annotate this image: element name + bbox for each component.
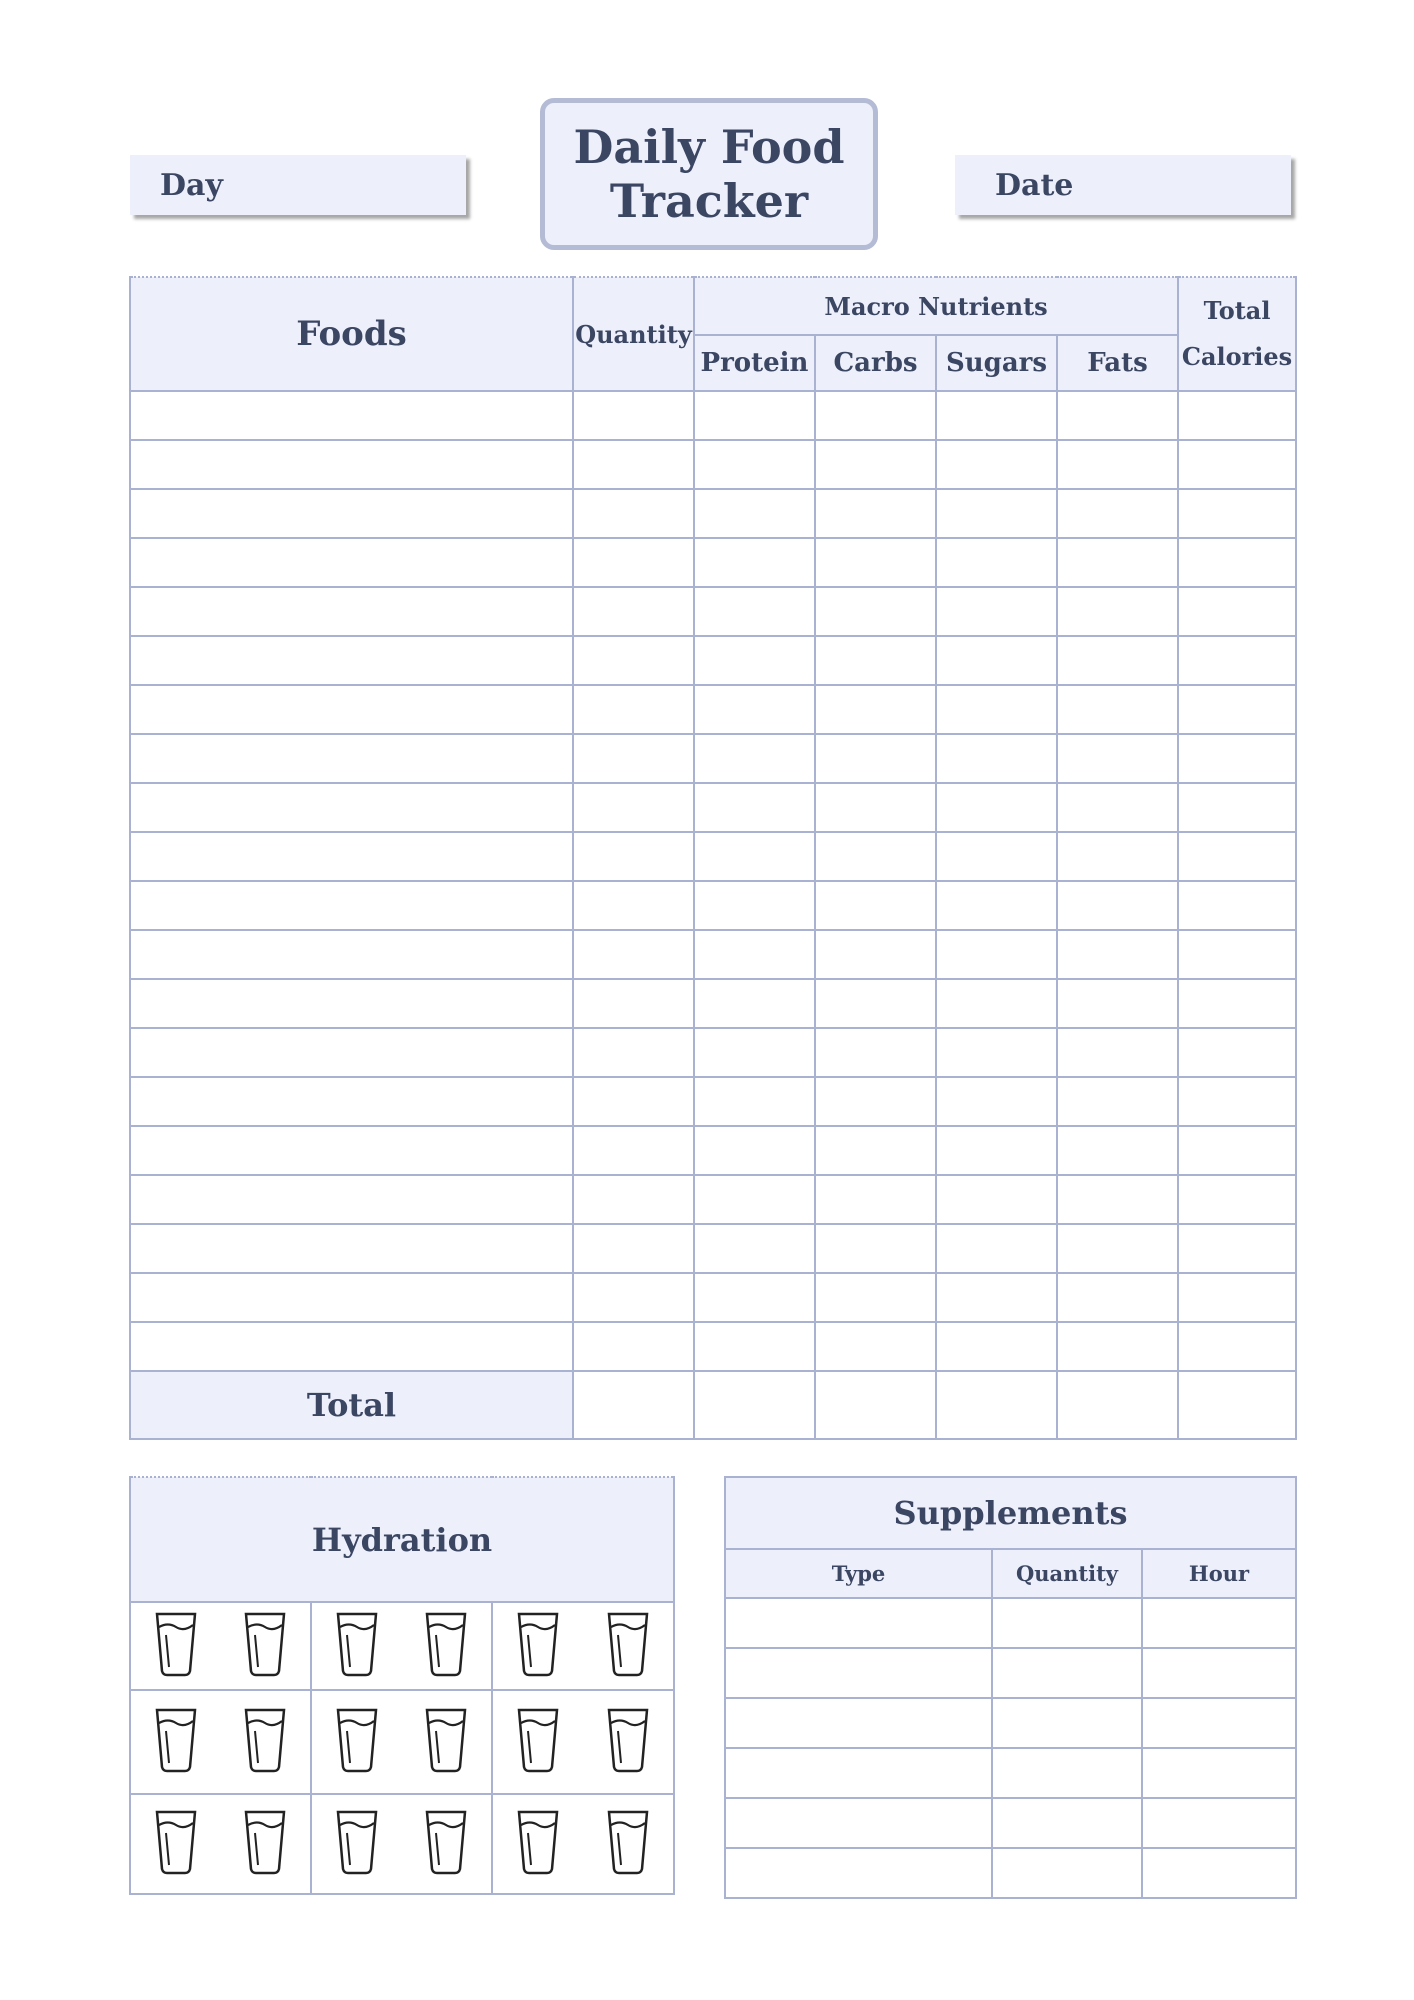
quantity-cell[interactable] — [573, 489, 694, 538]
food-cell[interactable] — [130, 930, 573, 979]
protein-header: Protein — [694, 335, 815, 391]
carbs-cell[interactable] — [815, 1224, 936, 1273]
food-row — [130, 1028, 1296, 1077]
supplement-row — [725, 1698, 1296, 1748]
protein-cell[interactable] — [694, 685, 815, 734]
protein-cell[interactable] — [694, 391, 815, 440]
calories-cell[interactable] — [1178, 979, 1296, 1028]
quantity-cell[interactable] — [573, 636, 694, 685]
fats-cell[interactable] — [1057, 881, 1178, 930]
food-cell[interactable] — [130, 1322, 573, 1371]
supplement-row — [725, 1648, 1296, 1698]
sugars-cell[interactable] — [936, 1126, 1057, 1175]
protein-cell[interactable] — [694, 489, 815, 538]
food-row — [130, 930, 1296, 979]
supplement-row — [725, 1848, 1296, 1898]
fats-cell[interactable] — [1057, 1126, 1178, 1175]
protein-cell[interactable] — [694, 538, 815, 587]
quantity-cell[interactable] — [573, 1126, 694, 1175]
hydration-cell — [130, 1602, 311, 1690]
fats-cell[interactable] — [1057, 489, 1178, 538]
water-glass-icon[interactable] — [606, 1809, 650, 1879]
food-cell[interactable] — [130, 783, 573, 832]
carbs-cell[interactable] — [815, 1273, 936, 1322]
supp-type-cell[interactable] — [725, 1798, 992, 1848]
carbs-cell[interactable] — [815, 440, 936, 489]
hydration-cell — [492, 1602, 674, 1690]
date-label: Date — [995, 167, 1074, 203]
sugars-cell[interactable] — [936, 979, 1057, 1028]
type-header: Type — [725, 1549, 992, 1598]
supp-quantity-cell[interactable] — [992, 1848, 1142, 1898]
supp-quantity-cell[interactable] — [992, 1748, 1142, 1798]
supp-type-cell[interactable] — [725, 1748, 992, 1798]
protein-cell[interactable] — [694, 587, 815, 636]
protein-cell[interactable] — [694, 783, 815, 832]
water-glass-icon[interactable] — [154, 1707, 198, 1777]
quantity-cell[interactable] — [573, 930, 694, 979]
fats-cell[interactable] — [1057, 587, 1178, 636]
water-glass-icon[interactable] — [606, 1611, 650, 1681]
carbs-cell[interactable] — [815, 538, 936, 587]
calories-cell[interactable] — [1178, 1028, 1296, 1077]
quantity-cell[interactable] — [573, 685, 694, 734]
food-row — [130, 636, 1296, 685]
total-quantity-cell[interactable] — [573, 1371, 694, 1439]
quantity-cell[interactable] — [573, 440, 694, 489]
sugars-cell[interactable] — [936, 391, 1057, 440]
sugars-cell[interactable] — [936, 587, 1057, 636]
total-row-label: Total — [130, 1371, 573, 1439]
hydration-cell — [130, 1794, 311, 1894]
page-title — [540, 98, 878, 250]
fats-cell[interactable] — [1057, 734, 1178, 783]
quantity-cell[interactable] — [573, 881, 694, 930]
carbs-cell[interactable] — [815, 734, 936, 783]
quantity-cell[interactable] — [573, 979, 694, 1028]
carbs-cell[interactable] — [815, 1175, 936, 1224]
supplement-row — [725, 1598, 1296, 1648]
food-row — [130, 587, 1296, 636]
supp-quantity-header: Quantity — [992, 1549, 1142, 1598]
food-cell[interactable] — [130, 1077, 573, 1126]
supplements-table — [724, 1476, 1297, 1899]
hydration-table — [129, 1476, 675, 1895]
fats-cell[interactable] — [1057, 440, 1178, 489]
quantity-cell[interactable] — [573, 1175, 694, 1224]
water-glass-icon[interactable] — [424, 1809, 468, 1879]
day-label: Day — [160, 167, 223, 203]
calories-cell[interactable] — [1178, 685, 1296, 734]
water-glass-icon[interactable] — [154, 1809, 198, 1879]
fats-cell[interactable] — [1057, 930, 1178, 979]
food-cell[interactable] — [130, 734, 573, 783]
food-cell[interactable] — [130, 979, 573, 1028]
fats-cell[interactable] — [1057, 1175, 1178, 1224]
fats-cell[interactable] — [1057, 538, 1178, 587]
food-cell[interactable] — [130, 636, 573, 685]
carbs-cell[interactable] — [815, 1126, 936, 1175]
protein-cell[interactable] — [694, 636, 815, 685]
food-cell[interactable] — [130, 391, 573, 440]
carbs-cell[interactable] — [815, 489, 936, 538]
food-row — [130, 734, 1296, 783]
protein-cell[interactable] — [694, 881, 815, 930]
total-protein-cell[interactable] — [694, 1371, 815, 1439]
food-row — [130, 1224, 1296, 1273]
water-glass-icon[interactable] — [424, 1707, 468, 1777]
water-glass-icon[interactable] — [516, 1707, 560, 1777]
fats-cell[interactable] — [1057, 391, 1178, 440]
sugars-cell[interactable] — [936, 440, 1057, 489]
food-row — [130, 783, 1296, 832]
food-row — [130, 489, 1296, 538]
hour-header: Hour — [1142, 1549, 1296, 1598]
food-rows — [130, 391, 1296, 1371]
food-row — [130, 979, 1296, 1028]
day-field[interactable] — [130, 155, 466, 215]
carbs-cell[interactable] — [815, 587, 936, 636]
calories-cell[interactable] — [1178, 587, 1296, 636]
sugars-cell[interactable] — [936, 1322, 1057, 1371]
calories-cell[interactable] — [1178, 930, 1296, 979]
fats-cell[interactable] — [1057, 783, 1178, 832]
sugars-cell[interactable] — [936, 489, 1057, 538]
carbs-cell[interactable] — [815, 930, 936, 979]
calories-cell[interactable] — [1178, 489, 1296, 538]
water-glass-icon[interactable] — [243, 1809, 287, 1879]
food-table — [129, 276, 1297, 1440]
sugars-cell[interactable] — [936, 1077, 1057, 1126]
supp-type-cell[interactable] — [725, 1598, 992, 1648]
sugars-cell[interactable] — [936, 1224, 1057, 1273]
food-row — [130, 881, 1296, 930]
supp-type-cell[interactable] — [725, 1848, 992, 1898]
sugars-cell[interactable] — [936, 930, 1057, 979]
sugars-cell[interactable] — [936, 734, 1057, 783]
calories-cell[interactable] — [1178, 636, 1296, 685]
food-cell[interactable] — [130, 881, 573, 930]
supplement-row — [725, 1748, 1296, 1798]
supp-quantity-cell[interactable] — [992, 1648, 1142, 1698]
food-cell[interactable] — [130, 1273, 573, 1322]
carbs-cell[interactable] — [815, 832, 936, 881]
food-row — [130, 1175, 1296, 1224]
fats-cell[interactable] — [1057, 1273, 1178, 1322]
calories-cell[interactable] — [1178, 538, 1296, 587]
calories-cell[interactable] — [1178, 832, 1296, 881]
protein-cell[interactable] — [694, 832, 815, 881]
water-glass-icon[interactable] — [516, 1809, 560, 1879]
fats-cell[interactable] — [1057, 1028, 1178, 1077]
water-glass-icon[interactable] — [243, 1611, 287, 1681]
carbs-cell[interactable] — [815, 881, 936, 930]
calories-cell[interactable] — [1178, 1175, 1296, 1224]
water-glass-icon[interactable] — [516, 1611, 560, 1681]
supp-quantity-cell[interactable] — [992, 1698, 1142, 1748]
protein-cell[interactable] — [694, 1028, 815, 1077]
food-cell[interactable] — [130, 1175, 573, 1224]
quantity-cell[interactable] — [573, 1273, 694, 1322]
total-carbs-cell[interactable] — [815, 1371, 936, 1439]
food-cell[interactable] — [130, 685, 573, 734]
sugars-cell[interactable] — [936, 1175, 1057, 1224]
food-cell[interactable] — [130, 832, 573, 881]
calories-cell[interactable] — [1178, 734, 1296, 783]
hydration-title: Hydration — [130, 1477, 674, 1602]
title-line-1: Daily Food — [573, 120, 845, 174]
protein-cell[interactable] — [694, 1126, 815, 1175]
quantity-cell[interactable] — [573, 1322, 694, 1371]
supp-quantity-cell[interactable] — [992, 1798, 1142, 1848]
calories-cell[interactable] — [1178, 881, 1296, 930]
supp-hour-cell[interactable] — [1142, 1598, 1296, 1648]
sugars-cell[interactable] — [936, 1273, 1057, 1322]
supp-hour-cell[interactable] — [1142, 1748, 1296, 1798]
quantity-cell[interactable] — [573, 587, 694, 636]
hydration-cell — [492, 1690, 674, 1794]
total-calories-cell[interactable] — [1178, 1371, 1296, 1439]
carbs-cell[interactable] — [815, 783, 936, 832]
hydration-cell — [311, 1794, 492, 1894]
supp-hour-cell[interactable] — [1142, 1648, 1296, 1698]
sugars-cell[interactable] — [936, 538, 1057, 587]
hydration-cell — [311, 1602, 492, 1690]
quantity-cell[interactable] — [573, 832, 694, 881]
carbs-cell[interactable] — [815, 685, 936, 734]
food-cell[interactable] — [130, 440, 573, 489]
food-cell[interactable] — [130, 538, 573, 587]
fats-cell[interactable] — [1057, 636, 1178, 685]
sugars-cell[interactable] — [936, 832, 1057, 881]
sugars-header: Sugars — [936, 335, 1057, 391]
fats-cell[interactable] — [1057, 1077, 1178, 1126]
protein-cell[interactable] — [694, 930, 815, 979]
carbs-cell[interactable] — [815, 1028, 936, 1077]
food-row — [130, 1126, 1296, 1175]
food-row — [130, 440, 1296, 489]
food-row — [130, 538, 1296, 587]
foods-header: Foods — [130, 277, 573, 391]
hydration-cell — [130, 1690, 311, 1794]
water-glass-icon[interactable] — [243, 1707, 287, 1777]
supplement-row — [725, 1798, 1296, 1848]
total-sugars-cell[interactable] — [936, 1371, 1057, 1439]
supp-hour-cell[interactable] — [1142, 1698, 1296, 1748]
food-cell[interactable] — [130, 1224, 573, 1273]
protein-cell[interactable] — [694, 1175, 815, 1224]
quantity-cell[interactable] — [573, 538, 694, 587]
food-cell[interactable] — [130, 1028, 573, 1077]
fats-cell[interactable] — [1057, 685, 1178, 734]
hydration-cell — [492, 1794, 674, 1894]
food-cell[interactable] — [130, 1126, 573, 1175]
protein-cell[interactable] — [694, 1077, 815, 1126]
carbs-cell[interactable] — [815, 979, 936, 1028]
quantity-cell[interactable] — [573, 783, 694, 832]
fats-header: Fats — [1057, 335, 1178, 391]
quantity-cell[interactable] — [573, 1224, 694, 1273]
total-calories-header: Total Calories — [1178, 277, 1296, 391]
protein-cell[interactable] — [694, 1273, 815, 1322]
supp-type-cell[interactable] — [725, 1648, 992, 1698]
food-row — [130, 391, 1296, 440]
food-row — [130, 1077, 1296, 1126]
sugars-cell[interactable] — [936, 881, 1057, 930]
date-field[interactable] — [955, 155, 1291, 215]
carbs-cell[interactable] — [815, 636, 936, 685]
title-line-2: Tracker — [609, 174, 809, 228]
food-row — [130, 685, 1296, 734]
quantity-cell[interactable] — [573, 1077, 694, 1126]
food-cell[interactable] — [130, 489, 573, 538]
carbs-cell[interactable] — [815, 1322, 936, 1371]
quantity-cell[interactable] — [573, 1028, 694, 1077]
food-row — [130, 832, 1296, 881]
total-fats-cell[interactable] — [1057, 1371, 1178, 1439]
water-glass-icon[interactable] — [424, 1611, 468, 1681]
water-glass-icon[interactable] — [335, 1809, 379, 1879]
sugars-cell[interactable] — [936, 685, 1057, 734]
food-cell[interactable] — [130, 587, 573, 636]
water-glass-icon[interactable] — [154, 1611, 198, 1681]
fats-cell[interactable] — [1057, 1224, 1178, 1273]
sugars-cell[interactable] — [936, 636, 1057, 685]
supp-hour-cell[interactable] — [1142, 1848, 1296, 1898]
fats-cell[interactable] — [1057, 979, 1178, 1028]
fats-cell[interactable] — [1057, 832, 1178, 881]
food-row — [130, 1273, 1296, 1322]
calories-cell[interactable] — [1178, 783, 1296, 832]
food-row — [130, 1322, 1296, 1371]
carbs-header: Carbs — [815, 335, 936, 391]
sugars-cell[interactable] — [936, 1028, 1057, 1077]
protein-cell[interactable] — [694, 734, 815, 783]
protein-cell[interactable] — [694, 1322, 815, 1371]
water-glass-icon[interactable] — [606, 1707, 650, 1777]
protein-cell[interactable] — [694, 1224, 815, 1273]
fats-cell[interactable] — [1057, 1322, 1178, 1371]
calories-cell[interactable] — [1178, 440, 1296, 489]
water-glass-icon[interactable] — [335, 1707, 379, 1777]
quantity-header: Quantity — [573, 277, 694, 391]
supp-hour-cell[interactable] — [1142, 1798, 1296, 1848]
carbs-cell[interactable] — [815, 1077, 936, 1126]
quantity-cell[interactable] — [573, 734, 694, 783]
calories-cell[interactable] — [1178, 1224, 1296, 1273]
supplements-title: Supplements — [725, 1477, 1296, 1549]
protein-cell[interactable] — [694, 440, 815, 489]
supp-type-cell[interactable] — [725, 1698, 992, 1748]
protein-cell[interactable] — [694, 979, 815, 1028]
supp-quantity-cell[interactable] — [992, 1598, 1142, 1648]
calories-cell[interactable] — [1178, 1273, 1296, 1322]
calories-cell[interactable] — [1178, 391, 1296, 440]
quantity-cell[interactable] — [573, 391, 694, 440]
carbs-cell[interactable] — [815, 391, 936, 440]
hydration-cell — [311, 1690, 492, 1794]
sugars-cell[interactable] — [936, 783, 1057, 832]
water-glass-icon[interactable] — [335, 1611, 379, 1681]
calories-cell[interactable] — [1178, 1126, 1296, 1175]
calories-cell[interactable] — [1178, 1077, 1296, 1126]
calories-cell[interactable] — [1178, 1322, 1296, 1371]
macro-nutrients-header: Macro Nutrients — [694, 277, 1178, 335]
